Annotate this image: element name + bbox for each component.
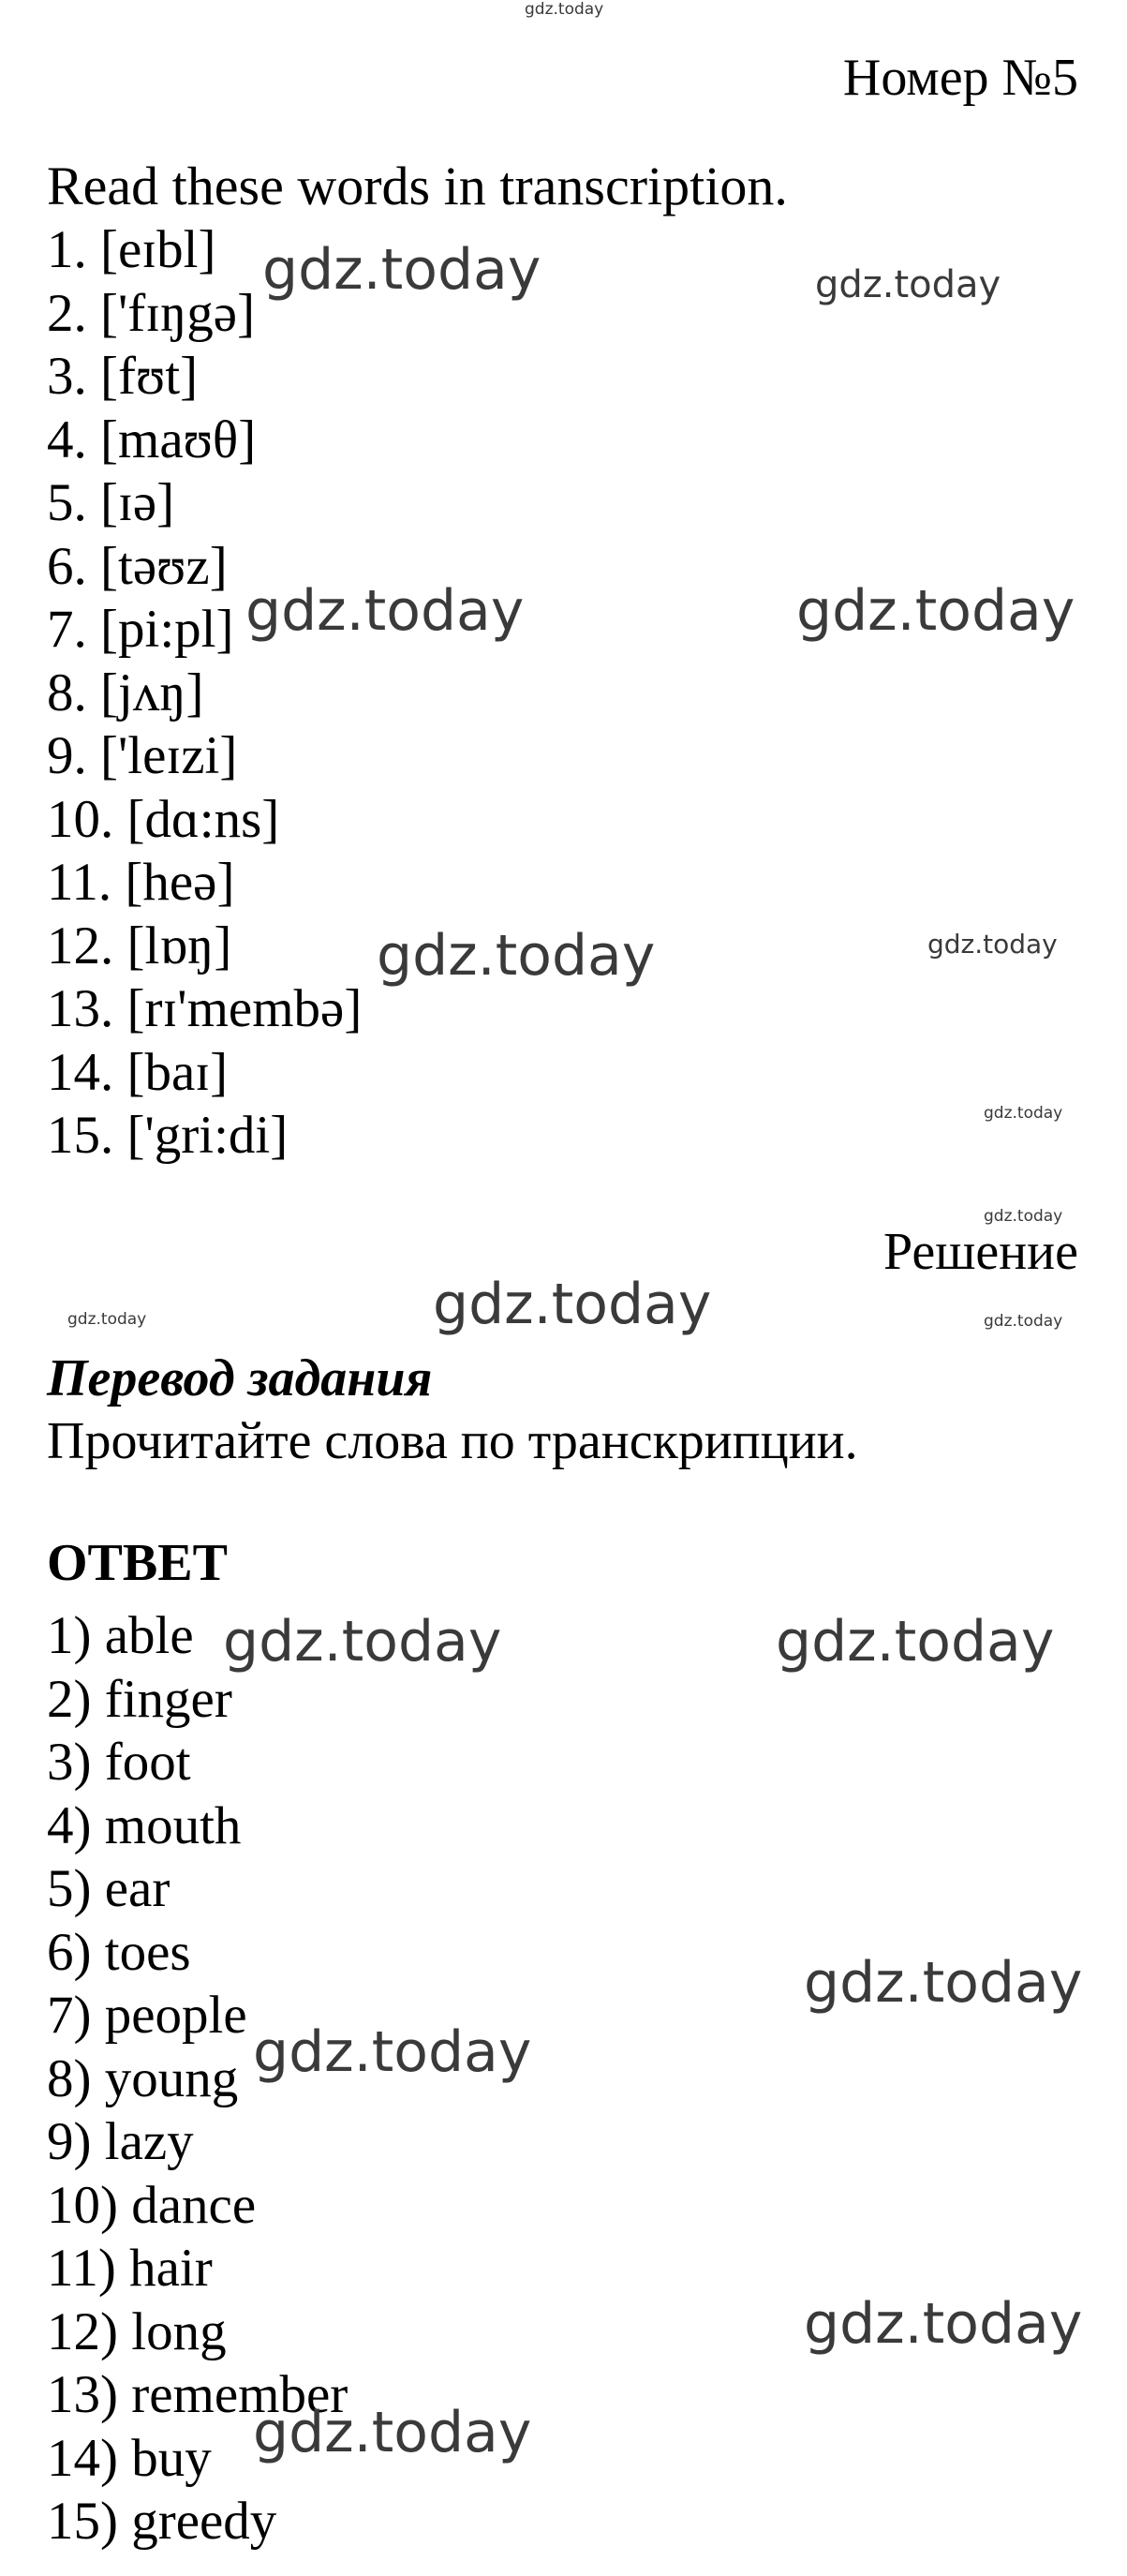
answer-item: 7) people	[47, 1986, 247, 2045]
watermark: gdz.today	[67, 1310, 147, 1329]
exercise-instruction: Read these words in transcription.	[47, 156, 788, 216]
answer-item: 4) mouth	[47, 1795, 242, 1855]
answer-item: 9) lazy	[47, 2112, 194, 2171]
transcription-item: 9. ['leɪzi]	[47, 726, 238, 785]
watermark: gdz.today	[927, 929, 1058, 960]
watermark: gdz.today	[984, 1207, 1063, 1226]
answer-item: 10) dance	[47, 2175, 257, 2235]
watermark: gdz.today	[245, 578, 525, 644]
watermark: gdz.today	[984, 1104, 1063, 1123]
transcription-item: 11. [heə]	[47, 853, 235, 912]
answer-item: 11) hair	[47, 2239, 213, 2298]
transcription-item: 2. ['fɪŋgə]	[47, 283, 256, 343]
watermark: gdz.today	[223, 1609, 502, 1675]
watermark: gdz.today	[433, 1272, 712, 1337]
answer-item: 2) finger	[47, 1669, 232, 1729]
transcription-item: 3. [fʊt]	[47, 347, 199, 406]
watermark: gdz.today	[796, 578, 1075, 644]
watermark: gdz.today	[253, 2019, 532, 2085]
watermark: gdz.today	[377, 923, 656, 989]
transcription-item: 6. [təʊz]	[47, 536, 228, 596]
watermark: gdz.today	[804, 1950, 1083, 2016]
watermark: gdz.today	[262, 237, 541, 303]
translation-text: Прочитайте слова по транскрипции.	[47, 1412, 858, 1470]
watermark: gdz.today	[776, 1609, 1055, 1675]
answer-item: 13) remember	[47, 2365, 348, 2424]
watermark: gdz.today	[253, 2400, 532, 2465]
answer-item: 3) foot	[47, 1733, 191, 1792]
answer-item: 12) long	[47, 2301, 227, 2361]
transcription-item: 14. [baɪ]	[47, 1042, 229, 1102]
transcription-item: 4. [maʊθ]	[47, 409, 257, 469]
transcription-item: 5. [ɪə]	[47, 473, 175, 532]
answer-item: 15) greedy	[47, 2492, 277, 2551]
answer-heading: ОТВЕТ	[47, 1534, 228, 1592]
translation-heading: Перевод задания	[47, 1349, 433, 1407]
watermark: gdz.today	[815, 263, 1001, 306]
transcription-list	[47, 218, 362, 1168]
transcription-item: 10. [dɑ:ns]	[47, 789, 280, 849]
transcription-item: 8. [jʌŋ]	[47, 663, 204, 722]
transcription-item: 7. [pi:pl]	[47, 600, 234, 659]
answer-item: 14) buy	[47, 2428, 212, 2488]
watermark: gdz.today	[984, 1312, 1063, 1331]
answer-item: 6) toes	[47, 1922, 191, 1982]
answer-item: 1) able	[47, 1606, 194, 1665]
transcription-item: 1. [eɪbl]	[47, 220, 216, 279]
answer-item: 5) ear	[47, 1859, 171, 1918]
transcription-item: 12. [lɒŋ]	[47, 916, 232, 975]
transcription-item: 13. [rɪ'membə]	[47, 979, 363, 1038]
watermark: gdz.today	[525, 0, 604, 19]
watermark: gdz.today	[804, 2291, 1083, 2357]
solution-label: Решение	[882, 1223, 1078, 1281]
answer-item: 8) young	[47, 2048, 239, 2108]
page-title: Номер №5	[842, 49, 1078, 107]
transcription-item: 15. ['gri:di]	[47, 1106, 289, 1165]
